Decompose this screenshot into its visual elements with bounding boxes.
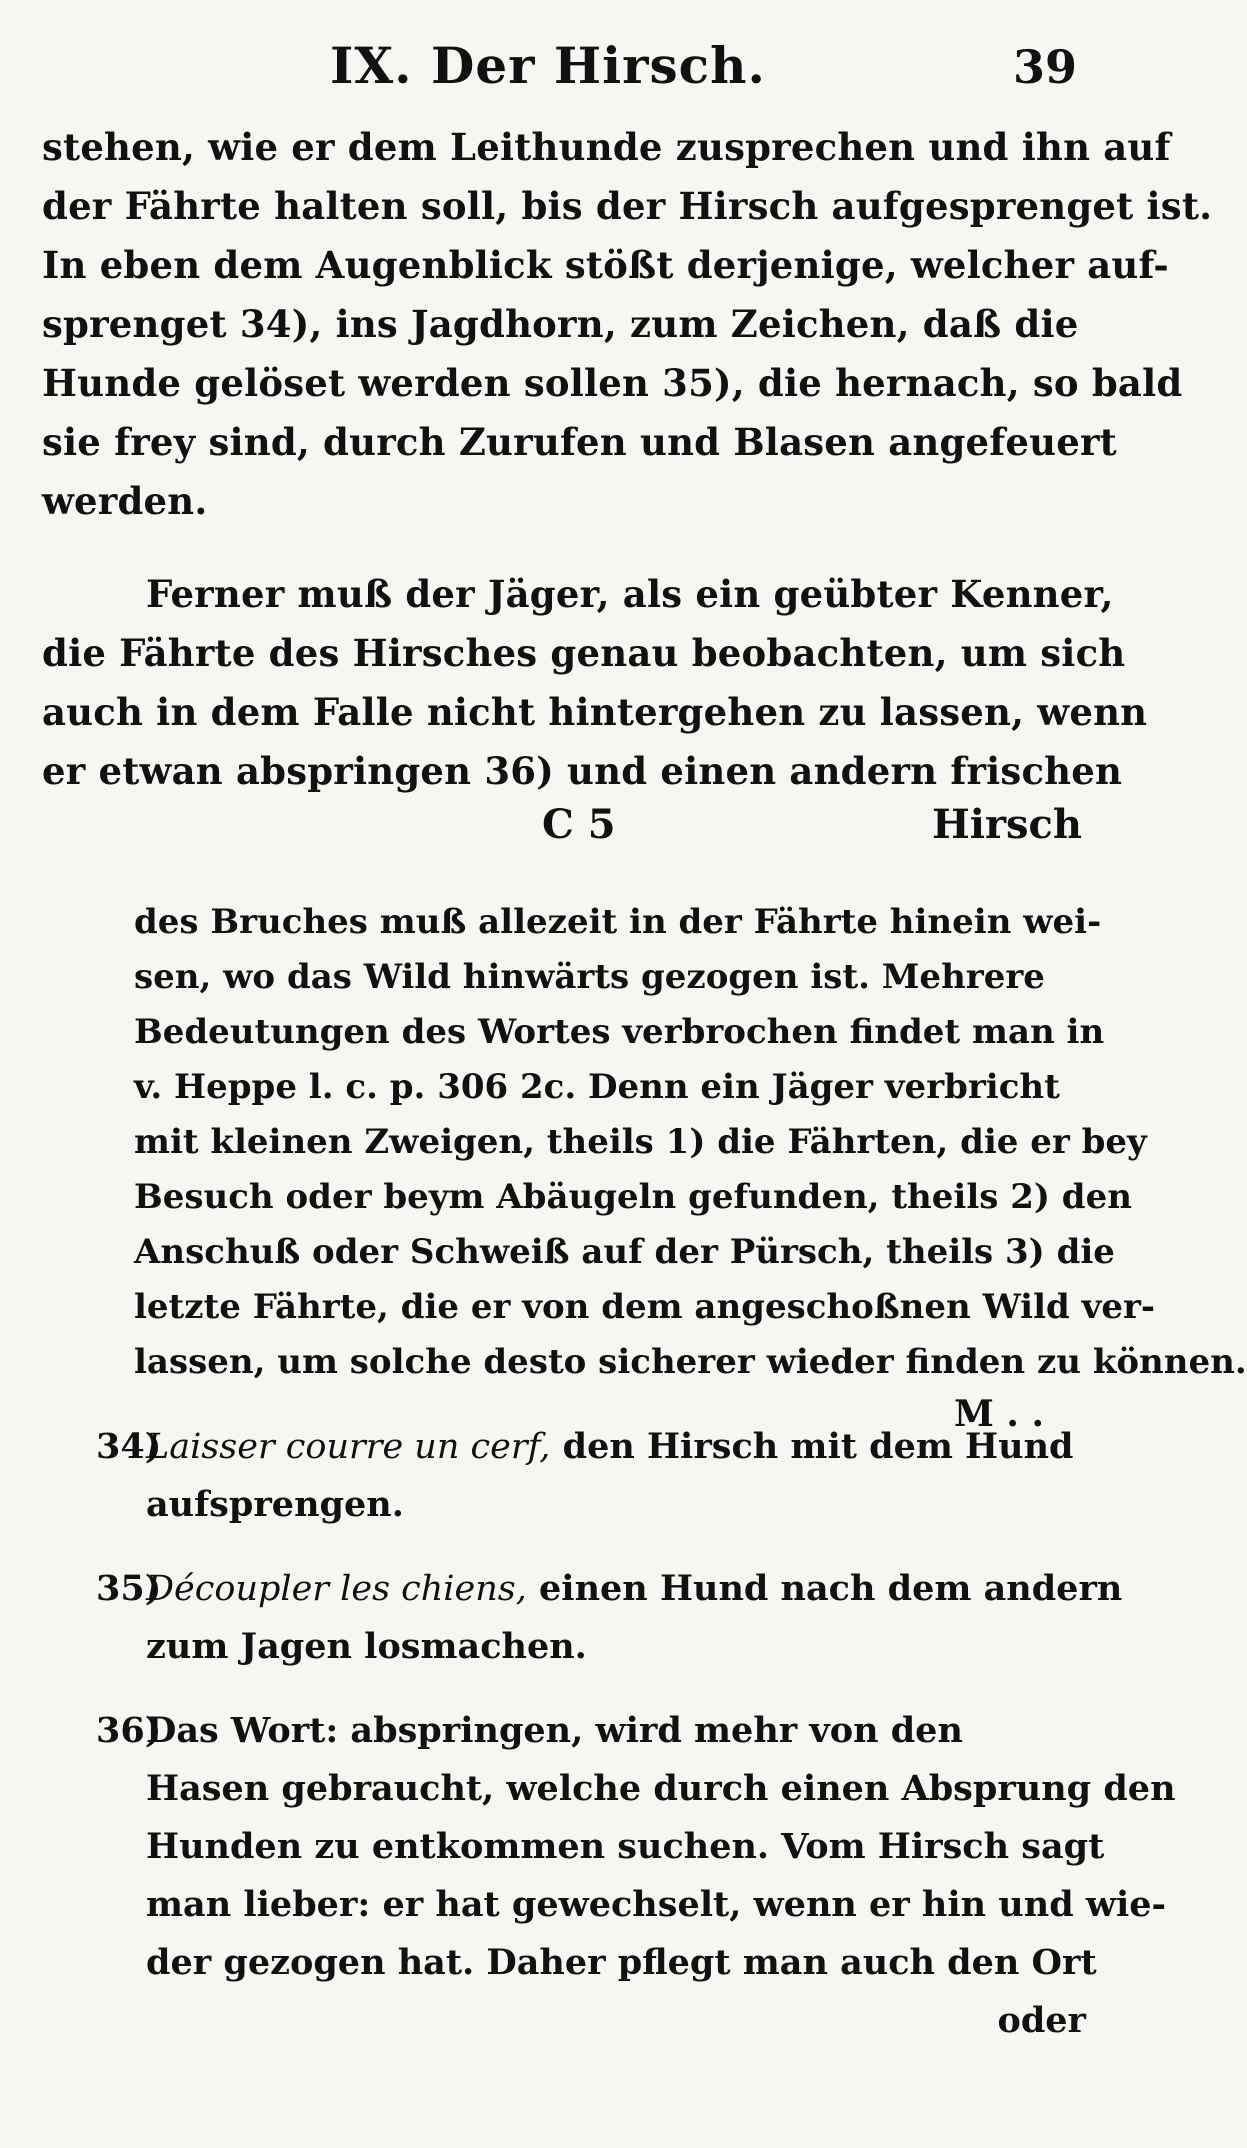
footnote-text: den Hirsch mit dem Hund — [550, 1426, 1074, 1467]
footnote-text: Das Wort: abspringen, wird mehr von den — [146, 1710, 963, 1751]
note-line: v. Heppe l. c. p. 306 2c. Denn ein Jäger verbricht — [134, 1067, 1060, 1107]
footnote-catchword: oder — [997, 2000, 1086, 2041]
main-text — [42, 118, 1213, 853]
note-continuation — [134, 895, 1247, 1438]
french-term: Découpler les chiens, — [146, 1569, 527, 1609]
footnote-mark: 35) — [96, 1568, 162, 1609]
page-number: 39 — [1012, 40, 1077, 94]
text-line: werden. — [42, 479, 208, 523]
text-line: Hunde gelöset werden sollen 35), die hernach, so bald — [42, 361, 1183, 405]
text-line: sie frey sind, durch Zurufen und Blasen angefeuert — [42, 420, 1117, 464]
signature-line — [42, 801, 1082, 853]
french-term: Laisser courre un cerf, — [146, 1427, 551, 1467]
text-line: stehen, wie er dem Leithunde zusprechen und ihn auf — [42, 125, 1171, 169]
footnote-mark: 34) — [96, 1426, 162, 1467]
footnote-line — [96, 1702, 1096, 1760]
footnote-line: Hunden zu entkommen suchen. Vom Hirsch sagt — [146, 1826, 1105, 1867]
text-line: sprenget 34), ins Jagdhorn, zum Zeichen, daß die — [42, 302, 1079, 346]
catchword: Hirsch — [931, 801, 1082, 848]
footnote-line — [96, 1418, 1096, 1476]
text-line: der Fährte halten soll, bis der Hirsch aufgesprenget ist. — [42, 184, 1213, 228]
note-line: Anschuß oder Schweiß auf der Pürsch, theils 3) die — [134, 1232, 1115, 1272]
note-line: letzte Fährte, die er von dem angeschoßnen Wild ver- — [134, 1287, 1156, 1327]
text-line: die Fährte des Hirsches genau beobachten, um sich — [42, 631, 1126, 675]
note-line: mit kleinen Zweigen, theils 1) die Fährten, die er bey — [134, 1122, 1147, 1162]
footnote-34 — [96, 1418, 1096, 1534]
footnotes — [96, 1418, 1176, 2076]
page-header — [0, 28, 1132, 108]
signature-mark: C 5 — [542, 801, 616, 848]
note-line: Besuch oder beym Abäugeln gefunden, theils 2) den — [134, 1177, 1132, 1217]
note-line: sen, wo das Wild hinwärts gezogen ist. Mehrere — [134, 957, 1045, 997]
footnote-line: der gezogen hat. Daher pflegt man auch den Ort — [146, 1942, 1097, 1983]
note-end-mark: M . . — [954, 1393, 1044, 1435]
footnote-line: Hasen gebraucht, welche durch einen Absprung den — [146, 1768, 1176, 1809]
note-line: lassen, um solche desto sicherer wieder finden zu können. — [134, 1342, 1247, 1382]
footnote-line: aufsprengen. — [146, 1484, 404, 1525]
paragraph-gap — [42, 531, 1082, 565]
footnote-35 — [96, 1560, 1123, 1676]
running-title: IX. Der Hirsch. — [330, 36, 766, 95]
footnote-text: einen Hund nach dem andern — [526, 1568, 1123, 1609]
footnote-mark: 36) — [96, 1710, 162, 1751]
text-line: Ferner muß der Jäger, als ein geübter Kenner, — [146, 572, 1114, 616]
text-line: auch in dem Falle nicht hintergehen zu lassen, wenn — [42, 690, 1148, 734]
footnote-line: man lieber: er hat gewechselt, wenn er hin und wie- — [146, 1884, 1167, 1925]
footnote-line: zum Jagen losmachen. — [146, 1626, 587, 1667]
note-line: Bedeutungen des Wortes verbrochen findet man in — [134, 1012, 1105, 1052]
footnote-line — [96, 1560, 1123, 1618]
text-line: In eben dem Augenblick stößt derjenige, welcher auf- — [42, 243, 1169, 287]
text-line: er etwan abspringen 36) und einen andern frischen — [42, 749, 1123, 793]
footnote-36 — [96, 1702, 1176, 2050]
note-line: des Bruches muß allezeit in der Fährte hinein wei- — [134, 902, 1102, 942]
